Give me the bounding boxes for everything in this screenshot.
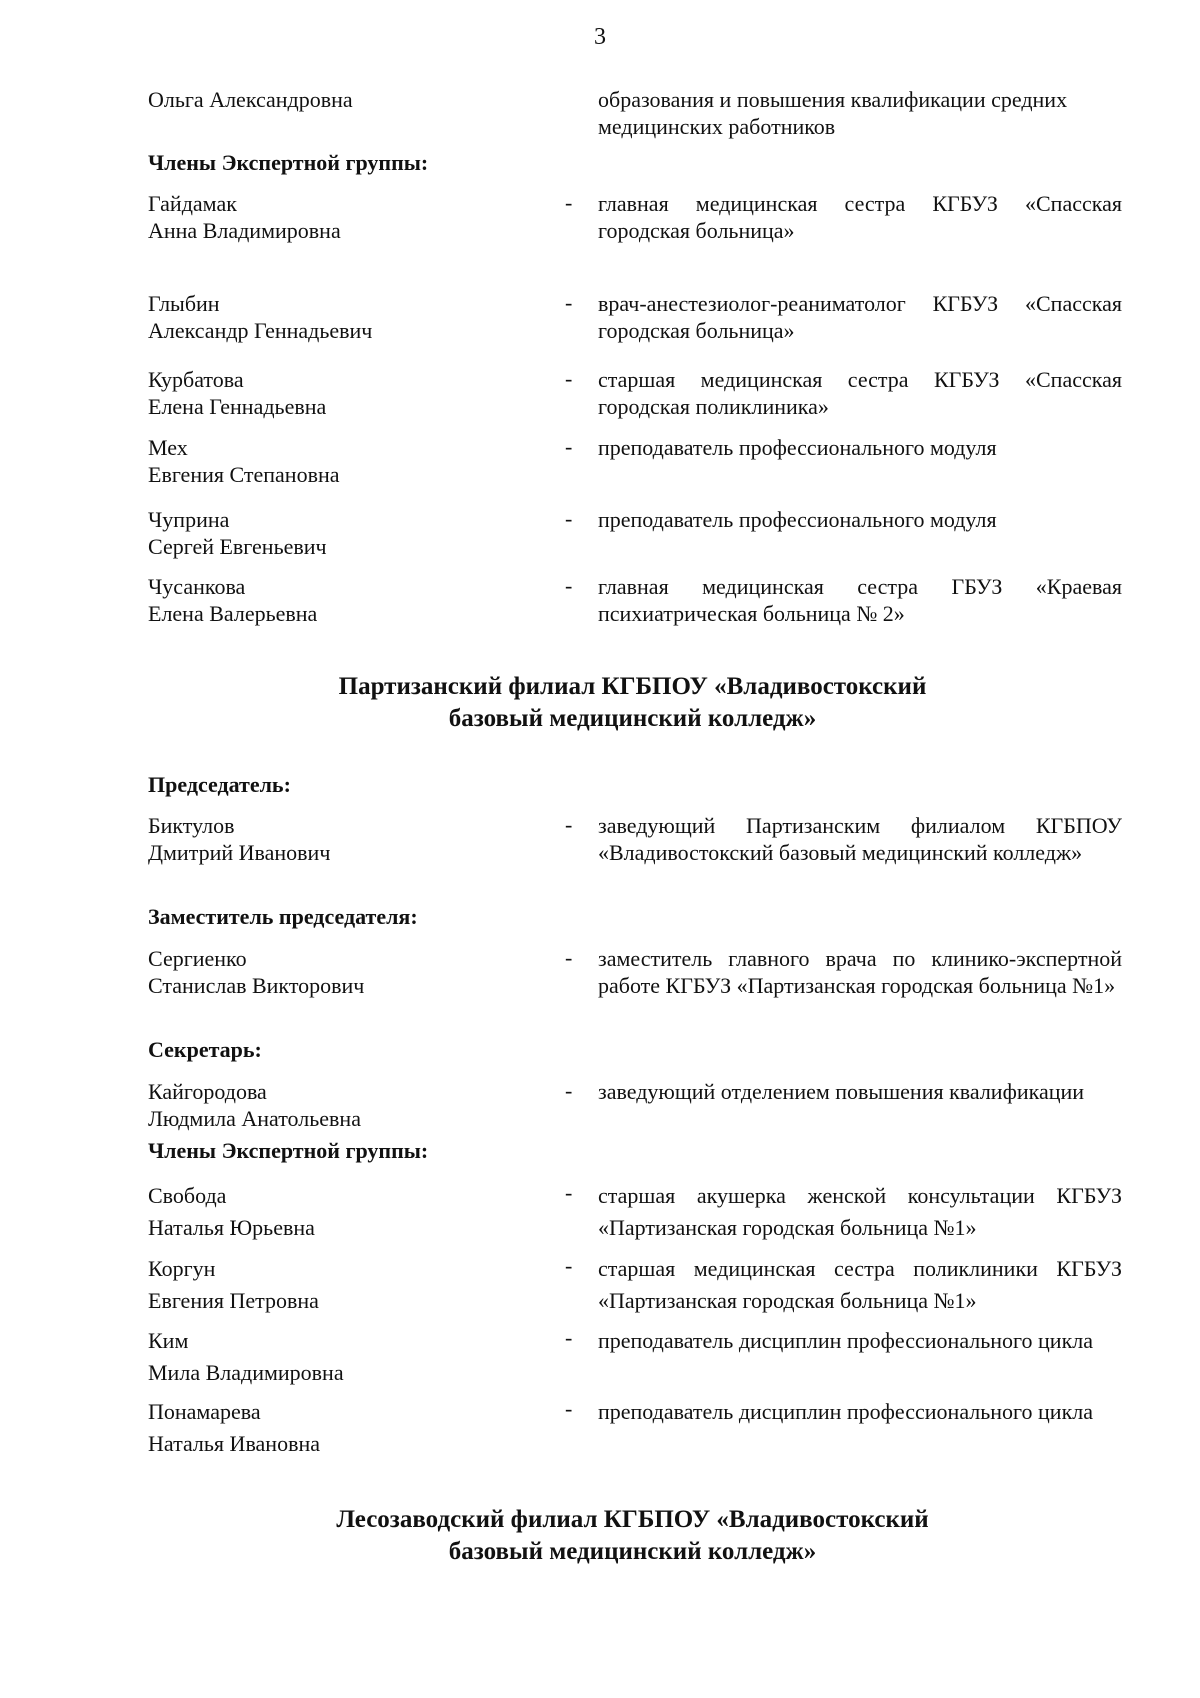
member-name: Глыбин Александр Геннадьевич	[148, 291, 373, 343]
member-description: преподаватель профессионального модуля	[598, 435, 997, 460]
chair-description: заведующий Партизанским филиалом КГБПОУ «Владивостокский базовый медицинский колледж»	[598, 813, 1122, 865]
member-description: преподаватель профессионального модуля	[598, 507, 997, 532]
member-name: Чуприна Сергей Евгеньевич	[148, 507, 327, 559]
chair-name: Биктулов Дмитрий Иванович	[148, 813, 331, 865]
member-description: старшая медицинская сестра поликлиники КГБУЗ «Партизанская городская больница №1»	[598, 1256, 1122, 1313]
member-description: преподаватель дисциплин профессионального цикла	[598, 1399, 1094, 1424]
member-name: Понамарева Наталья Ивановна	[148, 1399, 321, 1456]
deputy-name: Сергиенко Станислав Викторович	[148, 946, 365, 998]
member-name: Коргун Евгения Петровна	[148, 1256, 319, 1313]
continued-description: образования и повышения квалификации средних медицинских работников	[598, 87, 1068, 139]
deputy-description: заместитель главного врача по клинико-экспертной работе КГБУЗ «Партизанская городская больница №1»	[598, 946, 1122, 998]
member-name: Ким Мила Владимировна	[148, 1328, 344, 1385]
member-description: старшая медицинская сестра КГБУЗ «Спасская городская поликлиника»	[598, 367, 1122, 419]
members-label: Члены Экспертной группы:	[148, 150, 429, 175]
member-name: Свобода Наталья Юрьевна	[148, 1183, 315, 1240]
member-name: Курбатова Елена Геннадьевна	[148, 367, 327, 419]
member-name: Гайдамак Анна Владимировна	[148, 191, 341, 243]
members-label: Члены Экспертной группы:	[148, 1138, 429, 1163]
member-description: преподаватель дисциплин профессионального цикла	[598, 1328, 1094, 1353]
section-heading-partizansk: Партизанский филиал КГБПОУ «Владивостокский базовый медицинский колледж»	[338, 673, 927, 732]
secretary-label: Секретарь:	[148, 1037, 262, 1062]
section-heading-lesozavodsk: Лесозаводский филиал КГБПОУ «Владивостокский базовый медицинский колледж»	[336, 1506, 929, 1565]
page-number: 3	[594, 24, 606, 50]
secretary-description: заведующий отделением повышения квалификации	[598, 1079, 1085, 1104]
member-description: главная медицинская сестра КГБУЗ «Спасская городская больница»	[598, 191, 1122, 243]
continued-name: Ольга Александровна	[148, 87, 353, 112]
member-name: Мех Евгения Степановна	[148, 435, 340, 487]
member-description: главная медицинская сестра ГБУЗ «Краевая психиатрическая больница № 2»	[598, 574, 1122, 626]
chair-label: Председатель:	[148, 772, 291, 797]
member-description: старшая акушерка женской консультации КГБУЗ «Партизанская городская больница №1»	[598, 1183, 1122, 1240]
document-page: 3 Ольга Александровна образования и повышения квалификации средних медицинских работников Члены Экспертной группы: Гайдамак Анна Владимировна - главная медицинская сестра КГБУЗ «Спасская городская больница» Глыбин Александр Геннадьевич - врач-анестезиолог-реаниматолог КГБУЗ «Спасская городская больница» Курбатова Елена Геннадьевна - старшая медицинская сестра КГБУЗ «Спасская городская поликлиника» Мех Евгения Степановна - преподаватель профессионального модуля Чуприна Сергей Евгеньевич - преподаватель профессионального модуля Чусанкова Елена Валерьевна - главная медицинская сестра ГБУЗ «Краевая психиатрическая больница № 2» Партизанский филиал КГБПОУ «Владивостокский базовый медицинский колледж» Председатель: Биктулов Дмитрий Иванович - заведующий Партизанским филиалом КГБПОУ «Владивостокский базовый медицинский колледж» Заместитель председателя: Сергиенко Станислав Викторович - заместитель главного врача по клинико-экспертной работе КГБУЗ «Партизанская городская больница №1» Секретарь: Кайгородова Людмила Анатольевна - заведующий отделением повышения квалификации Члены Экспертной группы: Свобода Наталья Юрьевна - старшая акушерка женской консультации КГБУЗ «Партизанская городская больница №1» Коргун Евгения Петровна - старшая медицинская сестра поликлиники КГБУЗ «Партизанская городская больница №1» Ким Мила Владимировна - преподаватель дисциплин профессионального цикла Понамарева Наталья Ивановна - преподаватель дисциплин профессионального цикла Лесозаводский филиал КГБПОУ «Владивостокский базовый медицинский колледж»	[0, 0, 1200, 1698]
deputy-label: Заместитель председателя:	[148, 904, 418, 929]
secretary-name: Кайгородова Людмила Анатольевна	[148, 1079, 361, 1131]
member-name: Чусанкова Елена Валерьевна	[148, 574, 318, 626]
member-description: врач-анестезиолог-реаниматолог КГБУЗ «Спасская городская больница»	[598, 291, 1122, 343]
